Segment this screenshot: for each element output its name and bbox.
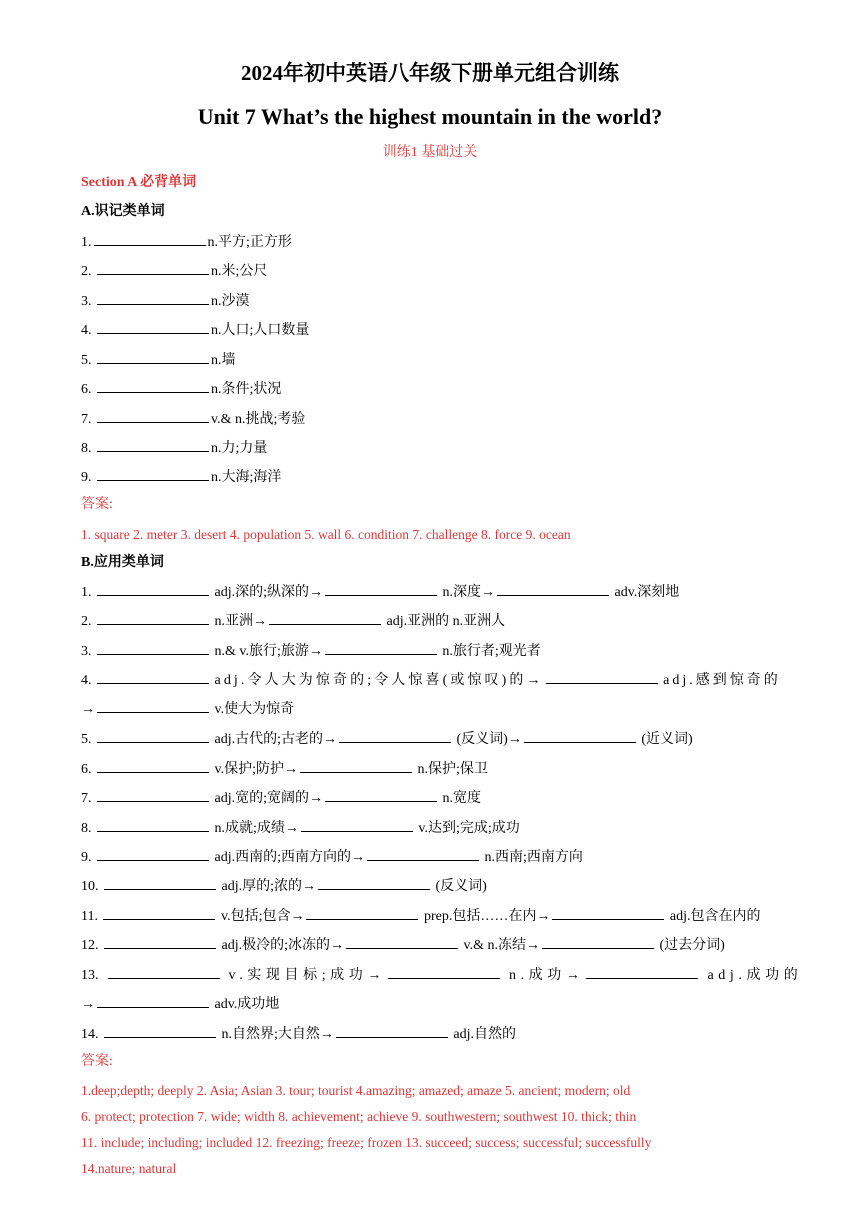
answer-blank[interactable]: [346, 934, 458, 949]
answer-blank[interactable]: [97, 378, 209, 393]
answer-blank[interactable]: [97, 260, 209, 275]
part-a-item: 3. n.沙漠: [81, 290, 781, 312]
part-b-item: 14. n.自然界;大自然→ adj.自然的: [81, 1023, 781, 1045]
part-b-answer-key-line: 11. include; including; included 12. freezing; freeze; frozen 13. succeed; success; successful; successfully: [81, 1135, 652, 1150]
document-title: 2024年初中英语八年级下册单元组合训练: [241, 61, 619, 85]
part-b-answer-key-line: 1.deep;depth; deeply 2. Asia; Asian 3. tour; tourist 4.amazing; amazed; amaze 5. ancient; modern; old: [81, 1083, 631, 1098]
answer-blank[interactable]: [104, 934, 216, 949]
answer-blank[interactable]: [367, 846, 479, 861]
answer-blank[interactable]: [388, 964, 500, 979]
answer-blank[interactable]: [306, 905, 418, 920]
answer-blank[interactable]: [97, 408, 209, 423]
answer-blank[interactable]: [97, 993, 209, 1008]
part-b-item: 7. adj.宽的;宽阔的→ n.宽度: [81, 787, 781, 809]
answer-blank[interactable]: [97, 466, 209, 481]
answer-blank[interactable]: [339, 728, 451, 743]
answer-blank[interactable]: [97, 319, 209, 334]
part-b-answer-key-line: 14.nature; natural: [81, 1161, 177, 1176]
answer-blank[interactable]: [97, 610, 209, 625]
section-a-heading: Section A 必背单词: [81, 175, 197, 190]
answer-blank[interactable]: [546, 669, 658, 684]
part-b-item: 1. adj.深的;纵深的→ n.深度→ adv.深刻地: [81, 581, 781, 603]
answer-blank[interactable]: [325, 581, 437, 596]
answer-blank[interactable]: [97, 581, 209, 596]
part-b-item: 13. v.实现目标;成功→ n.成功→ adj.成功的: [81, 964, 781, 986]
answer-blank[interactable]: [524, 728, 636, 743]
training-subtitle: 训练1 基础过关: [382, 145, 478, 160]
answer-blank[interactable]: [97, 817, 209, 832]
answer-blank[interactable]: [97, 349, 209, 364]
answer-blank[interactable]: [94, 231, 206, 246]
answer-blank[interactable]: [97, 787, 209, 802]
part-b-item: 9. adj.西南的;西南方向的→ n.西南;西南方向: [81, 846, 781, 868]
answer-blank[interactable]: [552, 905, 664, 920]
answer-blank[interactable]: [104, 1023, 216, 1038]
part-b-item: 2. n.亚洲→ adj.亚洲的 n.亚洲人: [81, 610, 781, 632]
answer-blank[interactable]: [325, 640, 437, 655]
unit-title: Unit 7 What’s the highest mountain in the world?: [197, 104, 663, 129]
part-a-item: 7. v.& n.挑战;考验: [81, 408, 781, 430]
part-a-answer-key: 1. square 2. meter 3. desert 4. population 5. wall 6. condition 7. challenge 8. force 9. ocean: [81, 527, 571, 542]
answer-blank[interactable]: [103, 905, 215, 920]
answer-blank[interactable]: [97, 669, 209, 684]
answer-blank[interactable]: [97, 728, 209, 743]
part-a-item: 6. n.条件;状况: [81, 378, 781, 400]
answer-blank[interactable]: [318, 875, 430, 890]
answer-label: 答案:: [81, 497, 113, 512]
part-b-item-continued: → adv.成功地: [81, 993, 781, 1015]
answer-blank[interactable]: [97, 290, 209, 305]
answer-blank[interactable]: [108, 964, 220, 979]
part-a-item: 4. n.人口;人口数量: [81, 319, 781, 341]
part-a-item: 2. n.米;公尺: [81, 260, 781, 282]
part-b-item: 3. n.& v.旅行;旅游→ n.旅行者;观光者: [81, 640, 781, 662]
part-b-item: 11. v.包括;包含→ prep.包括……在内→ adj.包含在内的: [81, 905, 781, 927]
part-b-item: 6. v.保护;防护→ n.保护;保卫: [81, 758, 781, 780]
answer-blank[interactable]: [300, 758, 412, 773]
part-b-heading: B.应用类单词: [81, 555, 164, 570]
part-a-item: 9. n.大海;海洋: [81, 466, 781, 488]
answer-blank[interactable]: [97, 437, 209, 452]
answer-blank[interactable]: [97, 758, 209, 773]
answer-blank[interactable]: [336, 1023, 448, 1038]
answer-label: 答案:: [81, 1054, 113, 1069]
answer-blank[interactable]: [97, 698, 209, 713]
part-a-heading: A.识记类单词: [81, 204, 165, 219]
part-b-item: 4. adj.令人大为惊奇的;令人惊喜(或惊叹)的→ adj.感到惊奇的: [81, 669, 781, 691]
part-a-item: 8. n.力;力量: [81, 437, 781, 459]
answer-blank[interactable]: [97, 640, 209, 655]
answer-blank[interactable]: [497, 581, 609, 596]
part-b-item: 5. adj.古代的;古老的→ (反义词)→ (近义词): [81, 728, 781, 750]
part-b-item: 12. adj.极冷的;冰冻的→ v.& n.冻结→ (过去分词): [81, 934, 781, 956]
part-b-item: 8. n.成就;成绩→ v.达到;完成;成功: [81, 817, 781, 839]
answer-blank[interactable]: [325, 787, 437, 802]
answer-blank[interactable]: [269, 610, 381, 625]
part-b-item: 10. adj.厚的;浓的→ (反义词): [81, 875, 781, 897]
answer-blank[interactable]: [586, 964, 698, 979]
answer-blank[interactable]: [542, 934, 654, 949]
answer-blank[interactable]: [104, 875, 216, 890]
answer-blank[interactable]: [301, 817, 413, 832]
part-b-item-continued: → v.使大为惊奇: [81, 698, 781, 720]
part-a-item: 1. n.平方;正方形: [81, 231, 781, 253]
part-a-item: 5. n.墙: [81, 349, 781, 371]
answer-blank[interactable]: [97, 846, 209, 861]
part-b-answer-key-line: 6. protect; protection 7. wide; width 8. achievement; achieve 9. southwestern; southwest 10. thick; thin: [81, 1109, 637, 1124]
